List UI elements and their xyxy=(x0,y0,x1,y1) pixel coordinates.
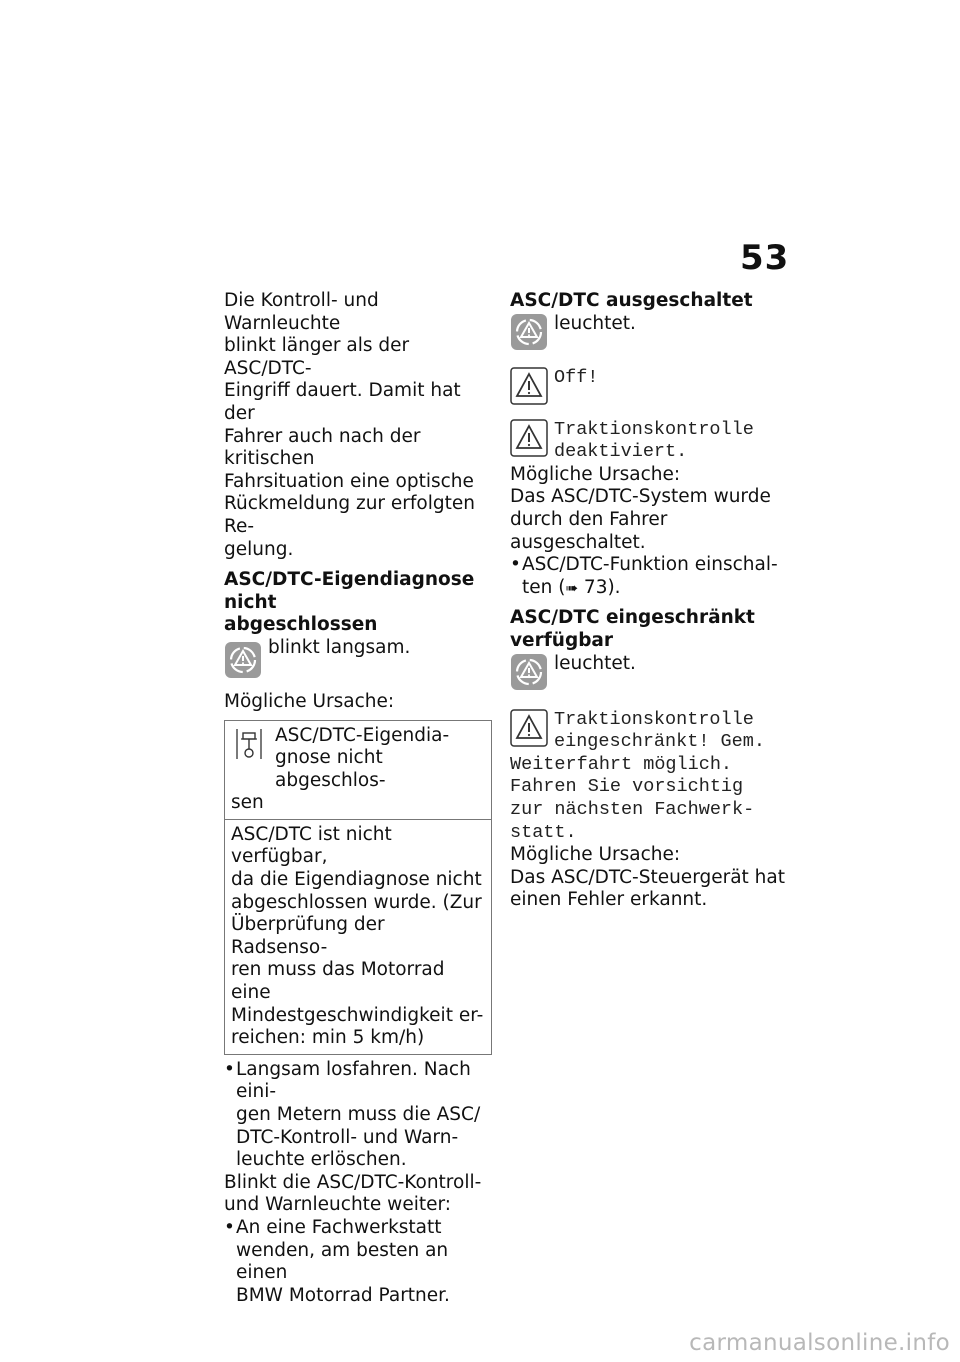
intro-line: gelung. xyxy=(224,538,294,560)
asc-blink-row xyxy=(224,637,492,677)
table-body-line: Mindestgeschwindigkeit er- xyxy=(231,1004,484,1026)
cause-line: einen Fehler erkannt. xyxy=(510,889,708,911)
display-message: Fahren Sie vorsichtig xyxy=(510,776,744,798)
section-heading: verfügbar xyxy=(510,629,614,651)
body-line: und Warnleuchte weiter: xyxy=(224,1194,451,1216)
table-body-line: reichen: min 5 km/h) xyxy=(231,1027,425,1049)
bullet-dot-icon: • xyxy=(224,1216,235,1238)
intro-line: Eingriff dauert. Damit hat der xyxy=(224,380,461,424)
info-table xyxy=(224,720,492,1055)
display-off-row xyxy=(510,367,790,411)
display-limited-row xyxy=(510,709,790,754)
display-message: zur nächsten Fachwerk- xyxy=(510,798,755,820)
table-body-line: ren muss das Motorrad eine xyxy=(231,959,445,1004)
bullet-line: ASC/DTC-Funktion einschal- xyxy=(522,554,778,576)
bullet-line: wenden, am besten an einen xyxy=(236,1239,449,1284)
table-body-line: abgeschlossen wurde. (Zur xyxy=(231,891,482,913)
blink-text: blinkt langsam. xyxy=(268,636,411,658)
asc-dtc-warning-light-icon xyxy=(510,653,548,691)
intro-line: blinkt länger als der ASC/DTC- xyxy=(224,335,410,379)
table-header-row xyxy=(225,721,491,819)
bullet-line: BMW Motorrad Partner. xyxy=(236,1284,450,1306)
display-message: Traktionskontrolle xyxy=(554,708,754,730)
intro-line: Fahrsituation eine optische xyxy=(224,470,474,492)
display-message: Traktionskontrolle xyxy=(554,418,754,440)
bullet-item xyxy=(224,1217,492,1307)
bullet-item xyxy=(510,554,790,599)
display-message: eingeschränkt! Gem. xyxy=(554,731,765,753)
display-message: deaktiviert. xyxy=(554,441,688,463)
display-message: statt. xyxy=(510,821,577,843)
left-column xyxy=(224,290,492,1307)
bullet-line: DTC-Kontroll- und Warn- xyxy=(236,1126,459,1148)
display-deactivated-row xyxy=(510,419,790,464)
cause-label: Mögliche Ursache: xyxy=(224,690,395,712)
table-body-line: Überprüfung der Radsenso- xyxy=(231,914,385,958)
bullet-text: ten ( xyxy=(522,576,566,598)
cause-label: Mögliche Ursache: xyxy=(510,463,681,485)
body-line: Blinkt die ASC/DTC-Kontroll- xyxy=(224,1171,482,1193)
display-message: Off! xyxy=(554,366,599,388)
section-heading: ASC/DTC-Eigendiagnose nicht xyxy=(224,569,475,613)
cause-line: Das ASC/DTC-Steuergerät hat xyxy=(510,866,785,888)
cause-line: Das ASC/DTC-System wurde xyxy=(510,486,771,508)
intro-line: Fahrer auch nach der kritischen xyxy=(224,425,421,470)
table-header-line: gnose nicht abgeschlos- xyxy=(275,747,386,791)
bullet-line: An eine Fachwerkstatt xyxy=(236,1216,442,1238)
bullet-line: leuchte erlöschen. xyxy=(236,1149,407,1171)
asc-lit-row xyxy=(510,313,790,359)
right-column xyxy=(510,290,790,912)
warning-triangle-icon xyxy=(510,419,548,457)
table-header-line: sen xyxy=(231,792,264,814)
asc-lit-row xyxy=(510,653,790,699)
bullet-dot-icon: • xyxy=(510,554,521,576)
lit-text: leuchtet. xyxy=(554,652,636,674)
intro-line: Rückmeldung zur erfolgten Re- xyxy=(224,493,475,537)
watermark: carmanualsonline.info xyxy=(689,1330,950,1356)
table-body-row xyxy=(225,819,491,1054)
page-ref-link[interactable]: 73). xyxy=(578,576,621,598)
intro-paragraph xyxy=(224,290,492,561)
asc-dtc-warning-light-icon xyxy=(224,641,262,679)
cause-line: durch den Fahrer ausgeschaltet. xyxy=(510,508,668,553)
bullet-line: Langsam losfahren. Nach eini- xyxy=(236,1058,471,1103)
table-header-line: ASC/DTC-Eigendia- xyxy=(275,724,450,746)
section-heading: ASC/DTC ausgeschaltet xyxy=(510,290,753,311)
bullet-dot-icon: • xyxy=(224,1058,235,1080)
asc-dtc-warning-light-icon xyxy=(510,313,548,351)
tyre-pressure-sensor-icon xyxy=(231,725,265,765)
bullet-line-ref xyxy=(522,577,790,600)
display-message: Weiterfahrt möglich. xyxy=(510,753,733,775)
bullet-line: gen Metern muss die ASC/ xyxy=(236,1104,481,1125)
intro-line: Die Kontroll- und Warnleuchte xyxy=(224,290,379,334)
warning-triangle-icon xyxy=(510,367,548,405)
bullet-item xyxy=(224,1059,492,1172)
page-number: 53 xyxy=(740,238,790,278)
lit-text: leuchtet. xyxy=(554,312,636,334)
warning-triangle-icon xyxy=(510,709,548,747)
cause-label: Mögliche Ursache: xyxy=(510,844,681,866)
table-body-line: ASC/DTC ist nicht verfügbar, xyxy=(231,823,392,868)
section-heading: ASC/DTC eingeschränkt xyxy=(510,607,755,629)
table-body-line: da die Eigendiagnose nicht xyxy=(231,869,482,891)
page-ref-arrow-icon: ➠ xyxy=(565,578,579,597)
section-heading: abgeschlossen xyxy=(224,614,378,636)
